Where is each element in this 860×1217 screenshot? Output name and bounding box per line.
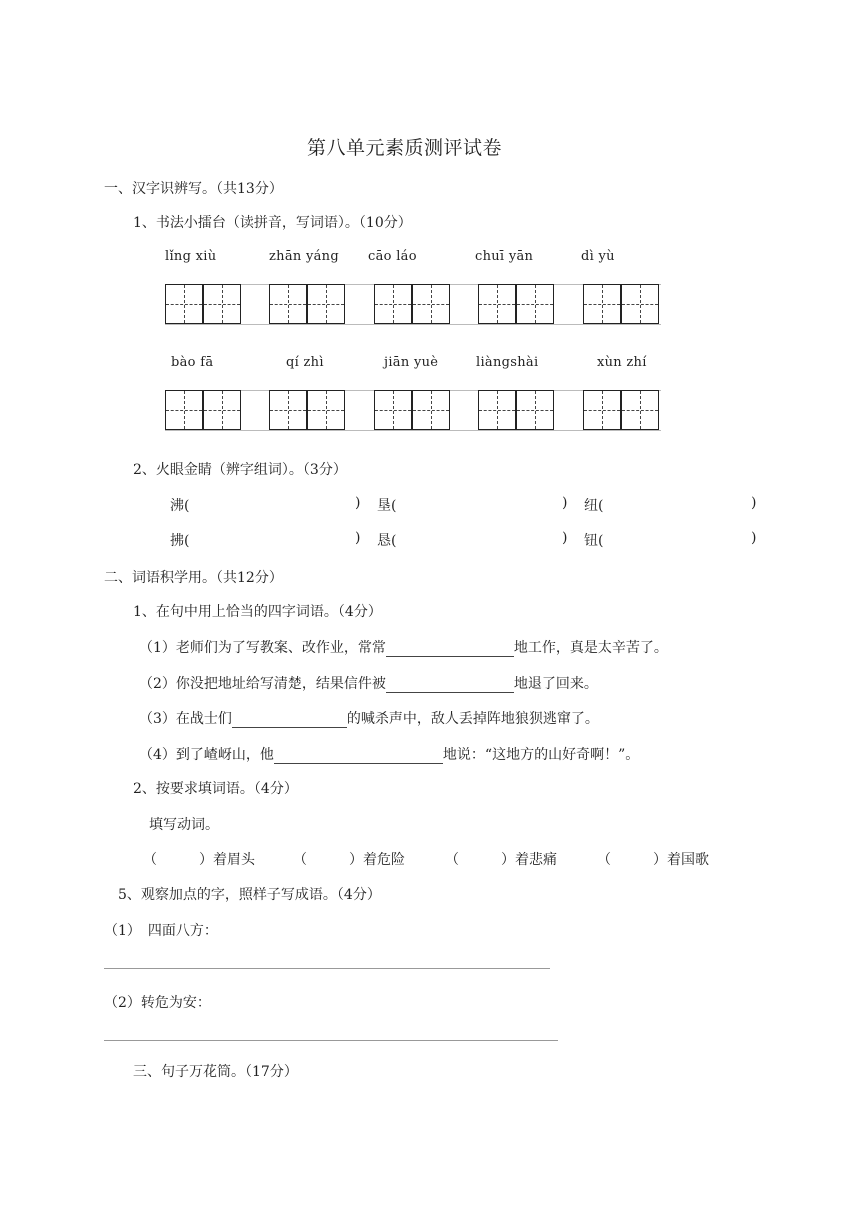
char-pair-label: 垦( — [377, 498, 397, 514]
pinyin-8: jiān yuè — [384, 355, 439, 370]
paren-close: ) — [355, 530, 361, 546]
paren-close: ) — [751, 495, 757, 511]
pinyin-2: zhān yáng — [269, 249, 339, 264]
question-2-2-label: 2、按要求填词语。（4分） — [133, 781, 298, 797]
fill-blank[interactable] — [274, 749, 443, 764]
paren-close: ) — [562, 495, 568, 511]
paren-close: ) — [355, 495, 361, 511]
char-pair-label: 沸( — [170, 498, 190, 514]
question-2-5-label: 5、观察加点的字，照样子写成语。（4分） — [118, 887, 381, 903]
writing-cell[interactable] — [307, 284, 345, 324]
pinyin-1: lǐng xiù — [165, 249, 217, 264]
writing-cell[interactable] — [165, 284, 203, 324]
writing-cell[interactable] — [478, 390, 516, 430]
char-pair-label: 纽( — [584, 498, 604, 514]
question-2-1-label: 1、在句中用上恰当的四字词语。（4分） — [133, 604, 382, 620]
writing-cell[interactable] — [269, 390, 307, 430]
char-pair-label: 恳( — [377, 533, 397, 549]
writing-cell[interactable] — [203, 390, 241, 430]
fill-blank[interactable] — [232, 713, 347, 728]
fill-blank[interactable] — [386, 642, 514, 657]
sentence-1: （1）老师们为了写教案、改作业，常常 地工作，真是太辛苦了。 — [139, 640, 668, 656]
example-1: （1） 四面八方： — [104, 923, 218, 939]
pinyin-6: bào fā — [171, 355, 214, 370]
sentence-4: （4）到了嵖岈山，他 地说：“这地方的山好奇啊！”。 — [139, 747, 640, 763]
writing-cell[interactable] — [307, 390, 345, 430]
sentence-2: （2）你没把地址给写清楚，结果信件被 地退了回来。 — [139, 676, 598, 692]
writing-cell[interactable] — [516, 284, 554, 324]
sentence-3: （3）在战士们 的喊杀声中，敌人丢掉阵地狼狈逃窜了。 — [139, 711, 599, 727]
pinyin-10: xùn zhí — [597, 355, 647, 370]
verb-fill-item[interactable]: （ ）着国歌 — [597, 852, 709, 868]
answer-line[interactable] — [104, 1040, 558, 1041]
paren-close: ) — [751, 530, 757, 546]
writing-cell[interactable] — [374, 284, 412, 324]
page-title: 第八单元素质测评试卷 — [307, 137, 503, 159]
writing-cell[interactable] — [203, 284, 241, 324]
pinyin-9: liàngshài — [476, 355, 539, 370]
writing-cell[interactable] — [478, 284, 516, 324]
section-1-heading: 一、汉字识辨写。（共13分） — [104, 181, 283, 197]
writing-cell[interactable] — [412, 284, 450, 324]
section-3-heading: 三、句子万花筒。（17分） — [133, 1064, 298, 1080]
section-2-heading: 二、词语积学用。（共12分） — [104, 570, 283, 586]
question-1-1-label: 1、书法小擂台（读拼音，写词语）。（10分） — [133, 215, 412, 231]
paren-close: ) — [562, 530, 568, 546]
grid-guide-line — [165, 430, 661, 431]
verb-fill-item[interactable]: （ ）着眉头 — [143, 852, 255, 868]
writing-cell[interactable] — [583, 284, 621, 324]
writing-cell[interactable] — [269, 284, 307, 324]
pinyin-3: cāo láo — [368, 249, 417, 264]
writing-cell[interactable] — [583, 390, 621, 430]
writing-cell[interactable] — [165, 390, 203, 430]
verb-fill-item[interactable]: （ ）着危险 — [293, 852, 405, 868]
writing-cell[interactable] — [621, 284, 659, 324]
writing-cell[interactable] — [374, 390, 412, 430]
writing-cell[interactable] — [621, 390, 659, 430]
char-pair-label: 拂( — [170, 533, 190, 549]
verb-fill-item[interactable]: （ ）着悲痛 — [445, 852, 557, 868]
writing-cell[interactable] — [516, 390, 554, 430]
pinyin-5: dì yù — [581, 249, 615, 264]
pinyin-7: qí zhì — [286, 355, 324, 370]
question-1-2-label: 2、火眼金睛（辨字组词）。（3分） — [133, 462, 347, 478]
example-2: （2）转危为安： — [104, 995, 211, 1011]
answer-line[interactable] — [104, 968, 550, 969]
pinyin-4: chuī yān — [475, 249, 534, 264]
fill-blank[interactable] — [386, 678, 514, 693]
writing-cell[interactable] — [412, 390, 450, 430]
question-2-2-sub: 填写动词。 — [149, 817, 219, 833]
grid-guide-line — [165, 324, 661, 325]
char-pair-label: 钮( — [584, 533, 604, 549]
